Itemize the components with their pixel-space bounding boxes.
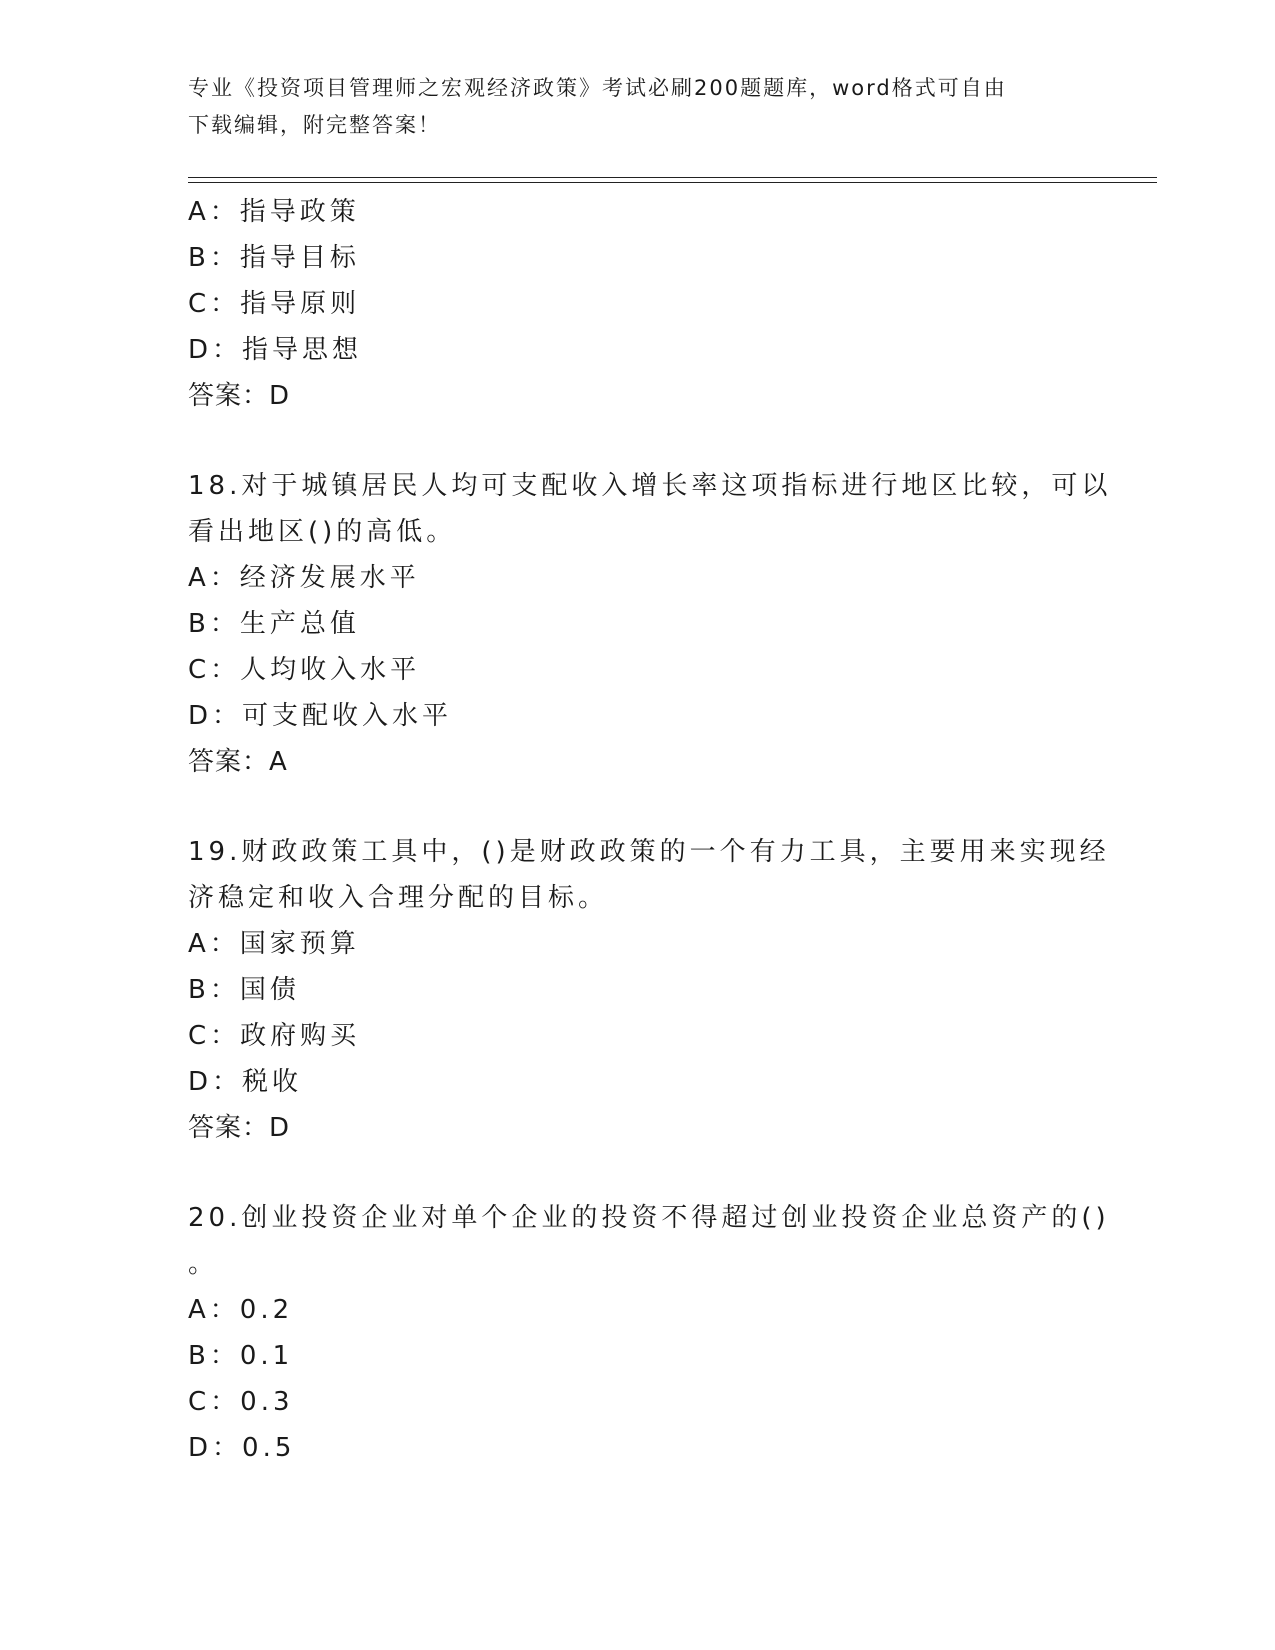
answer: 答案：D [188,1113,291,1143]
answer: 答案：A [188,747,288,777]
header-line-1: 专业《投资项目管理师之宏观经济政策》考试必刷200题题库，word格式可自由 [188,76,1007,100]
option-b: B：国债 [188,975,300,1005]
document-header [188,70,1088,144]
question-text-line-2: 济稳定和收入合理分配的目标。 [188,883,609,913]
question-17-continued [188,189,1088,419]
header-line-2: 下载编辑，附完整答案！ [188,113,441,137]
option-c: C：0.3 [188,1387,294,1417]
option-d: D：0.5 [188,1433,296,1463]
question-18 [188,463,1112,785]
question-20 [188,1195,1110,1471]
option-b: B：指导目标 [188,243,360,273]
answer: 答案：D [188,381,291,411]
option-b: B：0.1 [188,1341,294,1371]
header-divider-bottom [188,182,1157,183]
option-a: A：经济发展水平 [188,563,420,593]
question-list [188,189,1112,1471]
option-a: A：指导政策 [188,197,360,227]
option-a: A：国家预算 [188,929,360,959]
option-d: D：指导思想 [188,335,363,365]
option-d: D：税收 [188,1067,303,1097]
question-text-line-2: 。 [188,1249,219,1279]
question-text-line-2: 看出地区()的高低。 [188,517,457,547]
question-text-line-1: 19.财政政策工具中，()是财政政策的一个有力工具，主要用来实现经 [188,837,1110,867]
header-divider-top [188,177,1157,178]
option-c: C：政府购买 [188,1021,361,1051]
question-19 [188,829,1110,1151]
question-text-line-1: 20.创业投资企业对单个企业的投资不得超过创业投资企业总资产的() [188,1203,1110,1233]
option-c: C：指导原则 [188,289,361,319]
option-d: D：可支配收入水平 [188,701,453,731]
option-c: C：人均收入水平 [188,655,421,685]
question-text-line-1: 18.对于城镇居民人均可支配收入增长率这项指标进行地区比较，可以 [188,471,1112,501]
option-b: B：生产总值 [188,609,360,639]
option-a: A：0.2 [188,1295,294,1325]
